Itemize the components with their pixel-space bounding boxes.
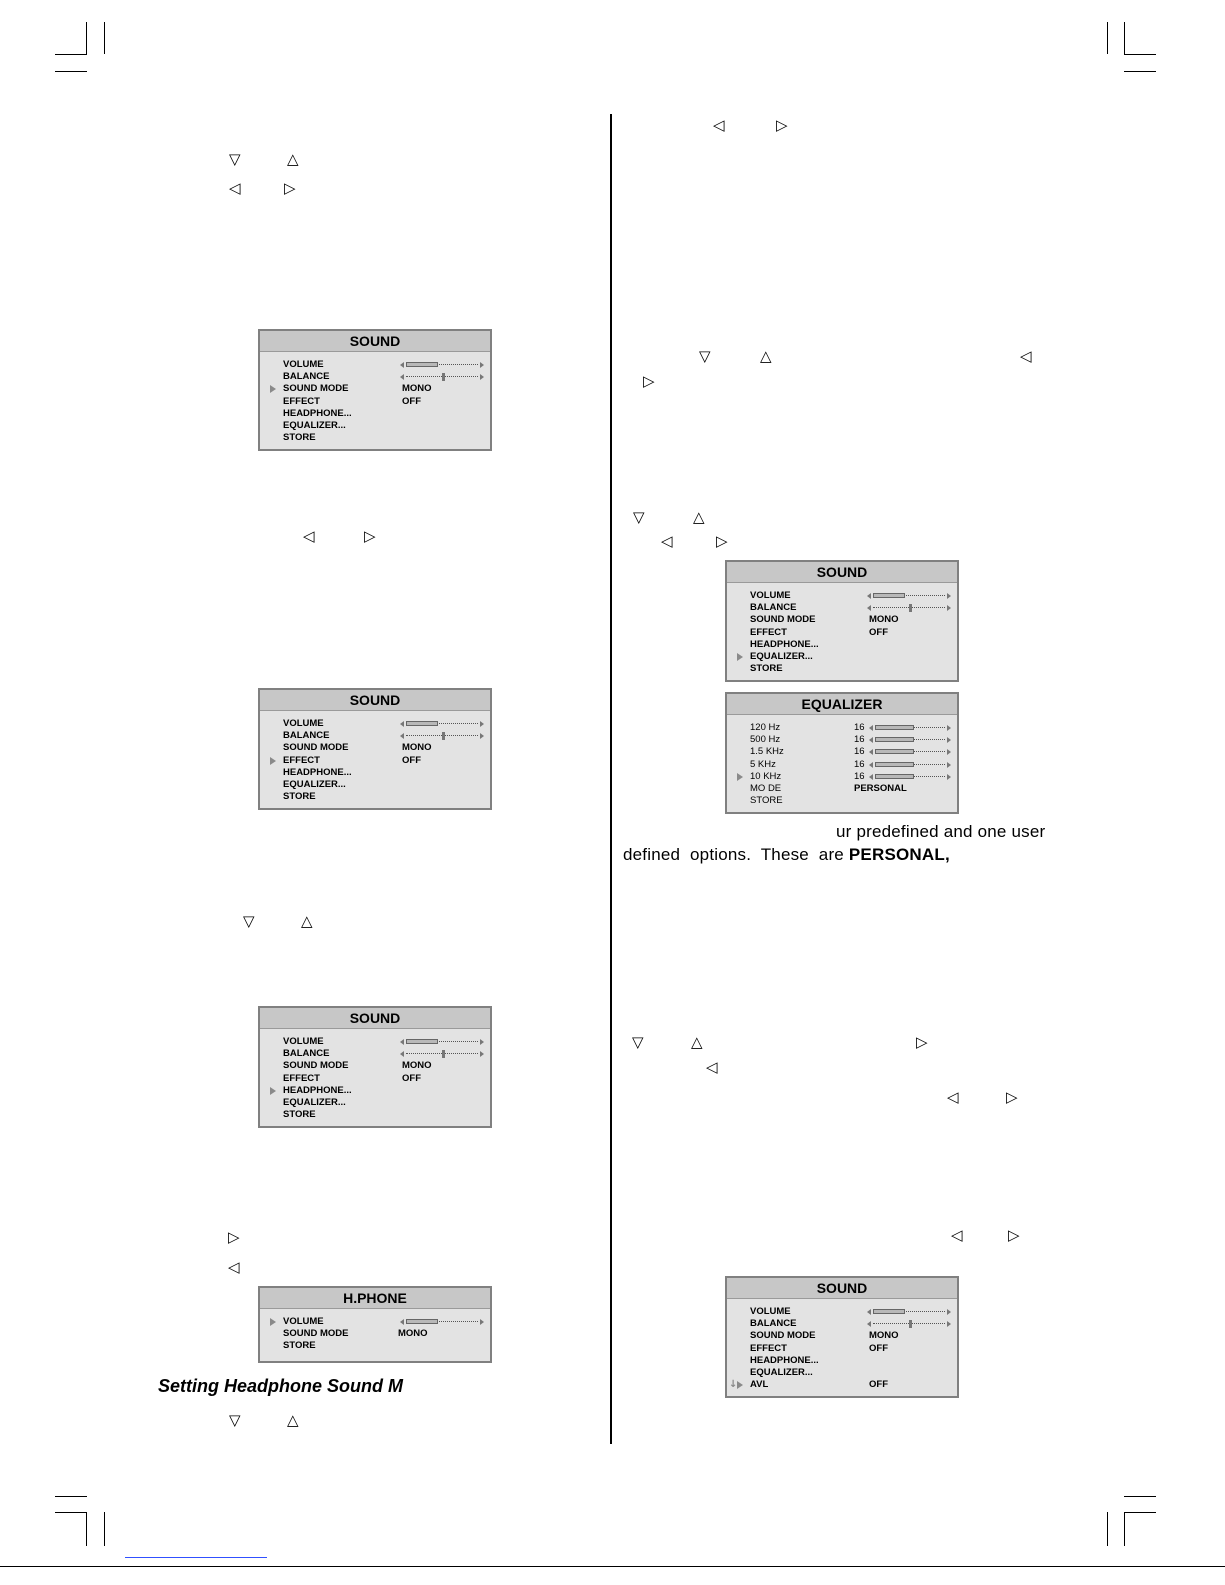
menu-item-label: BALANCE <box>283 1048 330 1060</box>
slider-fill <box>406 362 438 367</box>
menu-item-label: 1.5 KHz <box>750 746 784 758</box>
crop-mark <box>1124 1496 1156 1497</box>
menu-title: EQUALIZER <box>727 694 957 715</box>
menu-item[interactable] <box>260 1085 490 1097</box>
up-arrow-icon: △ <box>287 1411 299 1429</box>
down-arrow-icon: ▽ <box>632 1033 644 1051</box>
right-arrow-icon: ▷ <box>916 1033 928 1051</box>
slider-fill <box>875 725 914 730</box>
hphone-menu <box>258 1286 492 1363</box>
menu-item-value: OFF <box>402 1072 421 1084</box>
menu-item-label: HEADPHONE... <box>283 1084 352 1096</box>
crop-mark <box>1124 54 1156 55</box>
menu-item-label: EFFECT <box>283 754 320 766</box>
right-arrow-icon: ▷ <box>228 1228 240 1246</box>
menu-rows <box>727 583 957 681</box>
page-bottom-edge <box>0 1566 1225 1567</box>
menu-item[interactable] <box>260 1073 490 1085</box>
menu-item[interactable] <box>260 420 490 432</box>
menu-item[interactable] <box>260 1048 490 1060</box>
paragraph-line-2 <box>623 845 950 865</box>
slider-knob[interactable] <box>442 1050 445 1058</box>
menu-rows <box>727 1299 957 1397</box>
equalizer-menu <box>725 692 959 814</box>
slider-right-arrow-icon <box>480 1051 484 1057</box>
slider-left-arrow-icon <box>869 762 873 768</box>
crop-mark <box>55 1496 87 1497</box>
menu-item-label: 10 KHz <box>750 770 782 782</box>
slider-left-arrow-icon <box>869 725 873 731</box>
menu-item[interactable] <box>727 627 957 639</box>
menu-item-label: BALANCE <box>750 1318 797 1330</box>
menu-item[interactable] <box>727 1306 957 1318</box>
slider-left-arrow-icon <box>869 737 873 743</box>
down-arrow-icon: ▽ <box>243 912 255 930</box>
section-caption: Setting Headphone Sound M <box>158 1376 403 1396</box>
sound-menu-4 <box>725 560 959 682</box>
down-arrow-icon: ▽ <box>699 347 711 365</box>
menu-item-label: EFFECT <box>283 1072 320 1084</box>
menu-item-label: EQUALIZER... <box>750 1366 813 1378</box>
menu-item[interactable] <box>260 1036 490 1048</box>
paragraph-line-2-bold: PERSONAL, <box>848 845 950 864</box>
menu-item[interactable] <box>260 791 490 803</box>
sound-menu-2 <box>258 688 492 810</box>
level-slider[interactable] <box>400 361 484 369</box>
menu-item-label: STORE <box>283 432 316 444</box>
menu-item-label: STORE <box>283 1340 316 1352</box>
menu-item[interactable] <box>260 779 490 791</box>
level-slider[interactable] <box>869 724 951 732</box>
menu-item[interactable] <box>727 734 957 746</box>
menu-item[interactable] <box>260 718 490 730</box>
slider-left-arrow-icon <box>867 593 871 599</box>
up-arrow-icon: △ <box>693 508 705 526</box>
menu-item-value: MONO <box>402 742 432 754</box>
left-arrow-icon: ◁ <box>706 1058 718 1076</box>
menu-rows <box>727 715 957 813</box>
level-slider[interactable] <box>400 732 484 740</box>
right-arrow-icon: ▷ <box>776 116 788 134</box>
menu-item[interactable] <box>260 408 490 420</box>
right-arrow-icon: ▷ <box>1008 1226 1020 1244</box>
left-arrow-icon: ◁ <box>661 532 673 550</box>
slider-knob[interactable] <box>442 373 445 381</box>
slider-fill <box>873 593 905 598</box>
menu-item-label: VOLUME <box>283 718 324 729</box>
menu-item[interactable] <box>727 1355 957 1367</box>
menu-item-label: BALANCE <box>283 371 330 383</box>
menu-item[interactable] <box>260 767 490 779</box>
right-arrow-icon: ▷ <box>284 179 296 197</box>
slider-left-arrow-icon <box>400 721 404 727</box>
menu-item[interactable] <box>260 1328 490 1340</box>
menu-item-value: OFF <box>869 626 888 638</box>
menu-item[interactable] <box>260 1097 490 1109</box>
menu-item-label: EFFECT <box>750 626 787 638</box>
slider-fill <box>406 1319 438 1324</box>
slider-fill <box>875 737 914 742</box>
sound-menu-5 <box>725 1276 959 1398</box>
menu-item[interactable] <box>727 639 957 651</box>
menu-item[interactable] <box>260 432 490 444</box>
menu-item[interactable] <box>727 590 957 602</box>
menu-item-value: MONO <box>402 383 432 395</box>
band-level-value: 16 <box>854 746 865 758</box>
menu-item-label: 500 Hz <box>750 734 781 746</box>
crop-mark <box>1124 22 1125 54</box>
level-slider[interactable] <box>867 1308 951 1316</box>
slider-left-arrow-icon <box>400 1039 404 1045</box>
menu-item-label: STORE <box>750 663 783 675</box>
menu-item-label: BALANCE <box>750 602 797 614</box>
slider-right-arrow-icon <box>947 605 951 611</box>
slider-right-arrow-icon <box>480 1039 484 1045</box>
menu-title: SOUND <box>727 1278 957 1299</box>
slider-left-arrow-icon <box>867 1309 871 1315</box>
sound-menu-3 <box>258 1006 492 1128</box>
menu-item-label: SOUND MODE <box>283 742 349 754</box>
menu-item[interactable] <box>727 1379 957 1391</box>
menu-item[interactable] <box>260 1109 490 1121</box>
crop-mark <box>55 1512 87 1513</box>
menu-rows <box>260 711 490 809</box>
level-slider[interactable] <box>867 592 951 600</box>
slider-left-arrow-icon <box>400 1319 404 1325</box>
level-slider[interactable] <box>867 1320 951 1328</box>
footer-link-underline <box>125 1557 267 1558</box>
menu-item[interactable] <box>260 1340 490 1352</box>
crop-mark <box>104 1512 105 1546</box>
slider-fill <box>875 774 914 779</box>
down-arrow-icon: ▽ <box>229 1411 241 1429</box>
selection-pointer-icon <box>737 653 743 661</box>
menu-item-value: OFF <box>402 395 421 407</box>
slider-right-arrow-icon <box>947 725 951 731</box>
menu-rows <box>260 1029 490 1127</box>
menu-item[interactable] <box>260 371 490 383</box>
column-divider <box>610 114 612 1444</box>
sound-menu-1 <box>258 329 492 451</box>
crop-mark <box>1107 22 1108 54</box>
slider-right-arrow-icon <box>480 374 484 380</box>
slider-fill <box>406 1039 438 1044</box>
menu-title: H.PHONE <box>260 1288 490 1309</box>
slider-left-arrow-icon <box>400 1051 404 1057</box>
menu-item-label: 5 KHz <box>750 758 776 770</box>
slider-left-arrow-icon <box>400 733 404 739</box>
menu-item-value: MONO <box>402 1060 432 1072</box>
paragraph-line-2-text: defined options. These are <box>623 845 849 864</box>
left-arrow-icon: ◁ <box>713 116 725 134</box>
band-level-value: 16 <box>854 734 865 746</box>
left-arrow-icon: ◁ <box>229 179 241 197</box>
menu-title: SOUND <box>260 331 490 352</box>
menu-item[interactable] <box>260 396 490 408</box>
up-arrow-icon: △ <box>760 347 772 365</box>
menu-item[interactable] <box>260 359 490 371</box>
crop-mark <box>1124 71 1156 72</box>
menu-item[interactable] <box>727 746 957 758</box>
left-arrow-icon: ◁ <box>303 527 315 545</box>
menu-item[interactable] <box>727 1343 957 1355</box>
level-slider[interactable] <box>400 1050 484 1058</box>
menu-item-label: EQUALIZER... <box>283 1096 346 1108</box>
menu-item-label: HEADPHONE... <box>283 407 352 419</box>
menu-item[interactable] <box>727 663 957 675</box>
left-arrow-icon: ◁ <box>228 1258 240 1276</box>
selection-pointer-icon <box>737 773 743 781</box>
menu-item-value: MONO <box>398 1328 428 1340</box>
up-arrow-icon: △ <box>691 1033 703 1051</box>
scroll-down-icon: ↓ <box>729 1379 738 1391</box>
menu-item-label: VOLUME <box>283 359 324 370</box>
slider-left-arrow-icon <box>867 1321 871 1327</box>
up-arrow-icon: △ <box>287 150 299 168</box>
menu-item[interactable] <box>727 759 957 771</box>
right-arrow-icon: ▷ <box>716 532 728 550</box>
slider-fill <box>406 721 438 726</box>
menu-item-value: OFF <box>869 1379 888 1391</box>
level-slider[interactable] <box>400 373 484 381</box>
menu-item-label: SOUND MODE <box>283 1328 349 1340</box>
crop-mark <box>1124 1512 1156 1513</box>
crop-mark <box>86 22 87 54</box>
menu-item[interactable] <box>727 722 957 734</box>
selection-pointer-icon <box>270 385 276 393</box>
paragraph-line-1: ur predefined and one user <box>836 822 1046 841</box>
slider-fill <box>873 1309 905 1314</box>
left-arrow-icon: ◁ <box>1020 347 1032 365</box>
menu-item-label: BALANCE <box>283 730 330 742</box>
down-arrow-icon: ▽ <box>633 508 645 526</box>
slider-fill <box>875 749 914 754</box>
crop-mark <box>104 22 105 54</box>
menu-title: SOUND <box>727 562 957 583</box>
slider-right-arrow-icon <box>480 362 484 368</box>
selection-pointer-icon <box>270 757 276 765</box>
slider-right-arrow-icon <box>947 1309 951 1315</box>
menu-item-value: OFF <box>869 1342 888 1354</box>
band-level-value: 16 <box>854 770 865 782</box>
selection-pointer-icon <box>270 1087 276 1095</box>
slider-right-arrow-icon <box>947 774 951 780</box>
menu-title: SOUND <box>260 690 490 711</box>
slider-right-arrow-icon <box>947 1321 951 1327</box>
menu-item[interactable] <box>260 383 490 395</box>
right-arrow-icon: ▷ <box>643 372 655 390</box>
menu-item-label: VOLUME <box>750 1306 791 1317</box>
menu-item[interactable] <box>727 614 957 626</box>
level-slider[interactable] <box>400 1038 484 1046</box>
menu-item-label: VOLUME <box>283 1036 324 1047</box>
slider-right-arrow-icon <box>480 733 484 739</box>
slider-knob[interactable] <box>909 604 912 612</box>
right-arrow-icon: ▷ <box>364 527 376 545</box>
crop-mark <box>55 54 87 55</box>
slider-right-arrow-icon <box>947 737 951 743</box>
menu-item[interactable] <box>260 1060 490 1072</box>
menu-item[interactable] <box>727 795 957 807</box>
menu-item-label: HEADPHONE... <box>283 766 352 778</box>
menu-item-value: MONO <box>869 1330 899 1342</box>
menu-item[interactable] <box>727 1318 957 1330</box>
level-slider[interactable] <box>869 773 951 781</box>
menu-item-label: STORE <box>283 1109 316 1121</box>
slider-left-arrow-icon <box>400 362 404 368</box>
menu-item-label: HEADPHONE... <box>750 638 819 650</box>
slider-knob[interactable] <box>909 1320 912 1328</box>
slider-right-arrow-icon <box>947 762 951 768</box>
menu-item[interactable] <box>727 1330 957 1342</box>
menu-item[interactable] <box>727 771 957 783</box>
band-level-value: 16 <box>854 758 865 770</box>
level-slider[interactable] <box>400 720 484 728</box>
slider-right-arrow-icon <box>480 721 484 727</box>
menu-item-label: VOLUME <box>283 1316 324 1327</box>
slider-left-arrow-icon <box>400 374 404 380</box>
level-slider[interactable] <box>400 1318 484 1326</box>
menu-item-label: EFFECT <box>750 1342 787 1354</box>
menu-item-label: STORE <box>283 791 316 803</box>
down-arrow-icon: ▽ <box>229 150 241 168</box>
menu-item-label: SOUND MODE <box>750 1330 816 1342</box>
menu-item[interactable] <box>727 783 957 795</box>
level-slider[interactable] <box>867 604 951 612</box>
menu-item-label: EQUALIZER... <box>750 650 813 662</box>
menu-rows <box>260 1309 490 1359</box>
menu-item[interactable] <box>727 1367 957 1379</box>
slider-left-arrow-icon <box>869 774 873 780</box>
crop-mark <box>55 71 87 72</box>
menu-item[interactable] <box>260 730 490 742</box>
menu-item-label: STORE <box>750 795 783 807</box>
menu-rows <box>260 352 490 450</box>
menu-item-label: SOUND MODE <box>283 383 349 395</box>
menu-item-label: EFFECT <box>283 395 320 407</box>
selection-pointer-icon <box>737 1381 743 1389</box>
menu-item-label: EQUALIZER... <box>283 419 346 431</box>
slider-fill <box>875 762 914 767</box>
menu-item[interactable] <box>260 742 490 754</box>
slider-right-arrow-icon <box>947 593 951 599</box>
menu-item-value: OFF <box>402 754 421 766</box>
left-arrow-icon: ◁ <box>951 1226 963 1244</box>
menu-title: SOUND <box>260 1008 490 1029</box>
menu-item[interactable] <box>727 651 957 663</box>
crop-mark <box>1124 1512 1125 1546</box>
menu-item-label: 120 Hz <box>750 722 781 733</box>
menu-item-value: PERSONAL <box>854 782 907 794</box>
menu-item-label: AVL <box>750 1379 769 1391</box>
slider-left-arrow-icon <box>869 749 873 755</box>
slider-knob[interactable] <box>442 732 445 740</box>
menu-item-label: SOUND MODE <box>750 614 816 626</box>
band-level-value: 16 <box>854 722 865 733</box>
crop-mark <box>86 1512 87 1546</box>
menu-item-label: EQUALIZER... <box>283 778 346 790</box>
menu-item[interactable] <box>260 755 490 767</box>
menu-item-label: MO DE <box>750 782 782 794</box>
up-arrow-icon: △ <box>301 912 313 930</box>
menu-item-label: HEADPHONE... <box>750 1354 819 1366</box>
crop-mark <box>1107 1512 1108 1546</box>
menu-item[interactable] <box>727 602 957 614</box>
selection-pointer-icon <box>270 1318 276 1326</box>
slider-right-arrow-icon <box>480 1319 484 1325</box>
slider-left-arrow-icon <box>867 605 871 611</box>
level-slider[interactable] <box>869 748 951 756</box>
level-slider[interactable] <box>869 736 951 744</box>
left-arrow-icon: ◁ <box>947 1088 959 1106</box>
menu-item[interactable] <box>260 1316 490 1328</box>
menu-item-label: VOLUME <box>750 590 791 601</box>
menu-item-label: SOUND MODE <box>283 1060 349 1072</box>
slider-right-arrow-icon <box>947 749 951 755</box>
right-arrow-icon: ▷ <box>1006 1088 1018 1106</box>
level-slider[interactable] <box>869 761 951 769</box>
menu-item-value: MONO <box>869 614 899 626</box>
